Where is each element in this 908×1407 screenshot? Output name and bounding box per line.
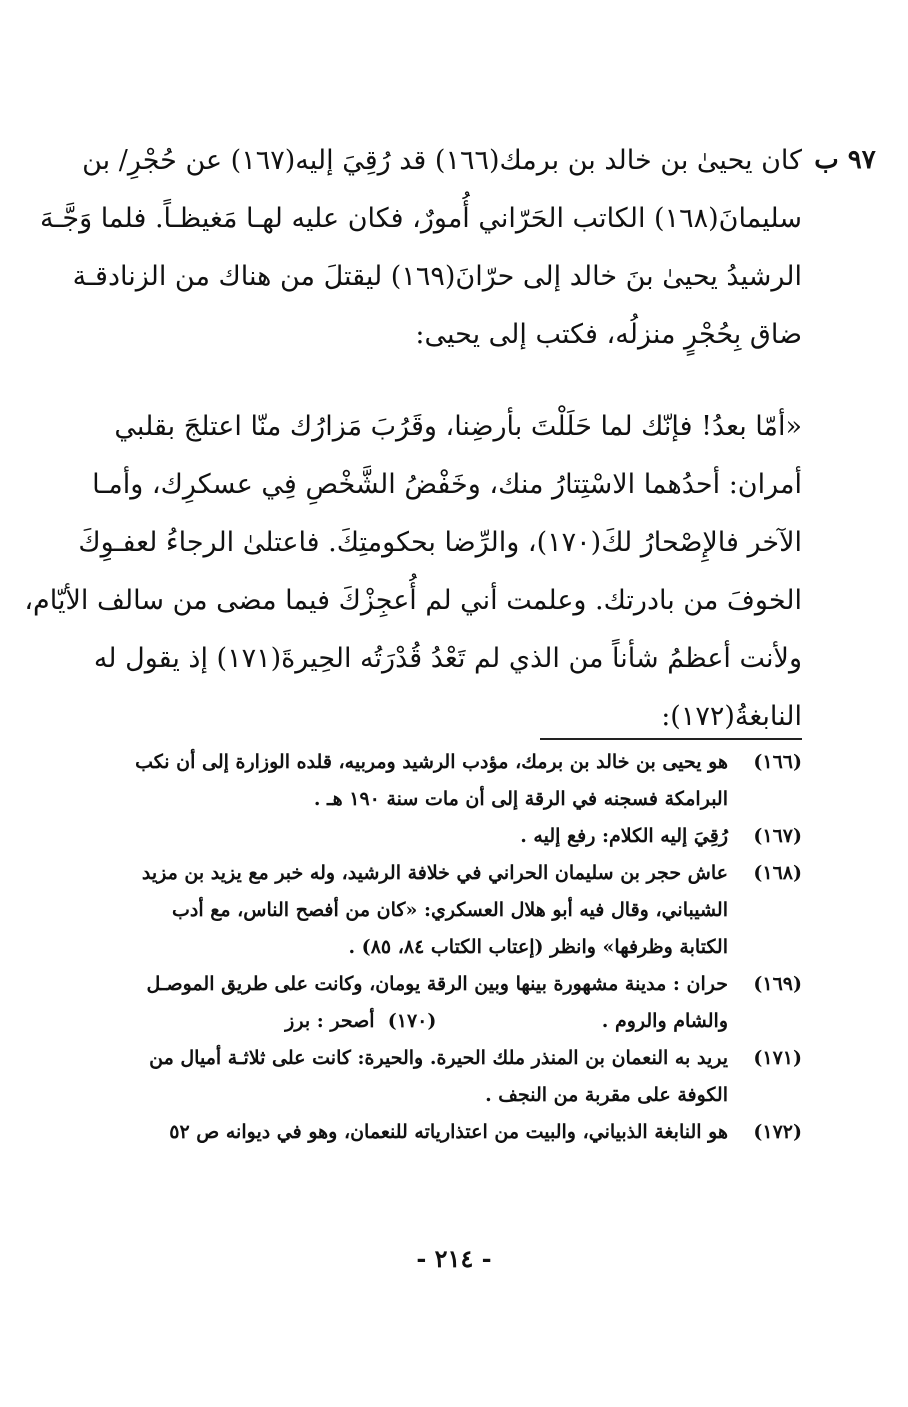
paragraph-1 [40,132,802,364]
text-line: الآخر فالإِصْحارُ لكَ(١٧٠)، والرِّضا بحكومتِكَ. فاعتلىٰ الرجاءُ لعفـوِكَ [78,527,802,558]
footnote-line [96,818,802,855]
footnote-line [96,966,802,1003]
footnote-text: رُقِيَ إليه الكلام: رفع إليه . [520,825,728,847]
footnote-continuation: الشيباني، وقال فيه أبو هلال العسكري: «كان من أفصح الناس، مع أدب [172,899,728,921]
footnote-number: (١٦٧) [753,825,802,847]
footnote-line [96,1114,802,1151]
text-line: أمران: أحدُهما الاسْتِتارُ منك، وخَفْضُ الشَّخْصِ فِي عسكرِك، وأمـا [92,469,802,500]
footnote-text: هو النابغة الذبياني، والبيت من اعتذارياته للنعمان، وهو في ديوانه ص ٥٢ [169,1121,728,1143]
text-line: ولأنت أعظمُ شأناً من الذي لم تَعْدُ قُدْرَتُه الحِيرةَ(١٧١) إذ يقول له [93,643,802,674]
footnote-continuation: البرامكة فسجنه في الرقة إلى أن مات سنة ١٩٠ هـ . [313,788,728,810]
page-number: - ٢١٤ - [416,1244,492,1273]
footnote-text: حران : مدينة مشهورة بينها وبين الرقة يومان، وكانت على طريق الموصـل [146,973,728,995]
paragraph-2-letter [24,398,802,746]
paragraph-spacer [100,364,802,398]
text-line: ضاق بِحُجْرٍ منزلُه، فكتب إلى يحيى: [415,319,802,350]
footnote-line [96,744,802,781]
footnote-169 [96,966,802,1040]
footnotes [96,744,802,1151]
footnote-number: (١٧٢) [753,1121,802,1143]
main-text [24,132,802,746]
footnote-line [96,855,802,892]
footnote-168 [96,855,802,966]
footnote-text: عاش حجر بن سليمان الحراني في خلافة الرشيد، وله خبر مع يزيد بن مزيد [141,862,728,884]
footnote-continuation: والشام والروم . (١٧٠) أصحر : برز [285,1010,728,1032]
footnote-171 [96,1040,802,1114]
footnote-172 [96,1114,802,1151]
text-line: الخوفَ من بادرتك. وعلمت أني لم أُعجِزْكَ فيما مضى من سالف الأيّام، [24,585,802,616]
footnote-166 [96,744,802,818]
footnote-number: (١٧١) [753,1047,802,1069]
footnote-continuation: الكوفة على مقربة من النجف . [485,1084,728,1106]
text-line: كان يحيىٰ بن خالد بن برمك(١٦٦) قد رُقِيَ إليه(١٦٧) عن حُجْرِ/ بن [82,145,802,176]
text-line: الرشيدُ يحيىٰ بنَ خالد إلى حرّانَ(١٦٩) ليقتلَ من هناك من الزنادقـة [72,261,802,292]
footnote-continuation: الكتابة وظرفها» وانظر (إعتاب الكتاب ٨٤، ٨٥) . [348,936,728,958]
footnote-167 [96,818,802,855]
footnote-number: (١٦٩) [753,973,802,995]
footnote-text: هو يحيى بن خالد بن برمك، مؤدب الرشيد ومربيه، قلده الوزارة إلى أن نكب [135,751,728,773]
text-line: سليمانَ(١٦٨) الكاتب الحَرّاني أُمورٌ، فكان عليه لهـا مَغيظـاً. فلما وَجَّـهَ [40,203,802,234]
footnote-line [96,1040,802,1077]
footnote-number: (١٦٨) [753,862,802,884]
text-line: النابغةُ(١٧٢): [661,701,802,732]
footnote-separator [540,738,802,740]
footnote-text: يريد به النعمان بن المنذر ملك الحيرة. والحيرة: كانت على ثلاثـة أميال من [149,1047,728,1069]
margin-folio-note: ٩٧ ب [814,145,876,175]
footnote-number: (١٦٦) [753,751,802,773]
text-line: «أمّا بعدُ! فإنّك لما حَلَلْتَ بأرضِنا، وقَرُبَ مَزارُك منّا اعتلجَ بقلبي [114,411,802,442]
